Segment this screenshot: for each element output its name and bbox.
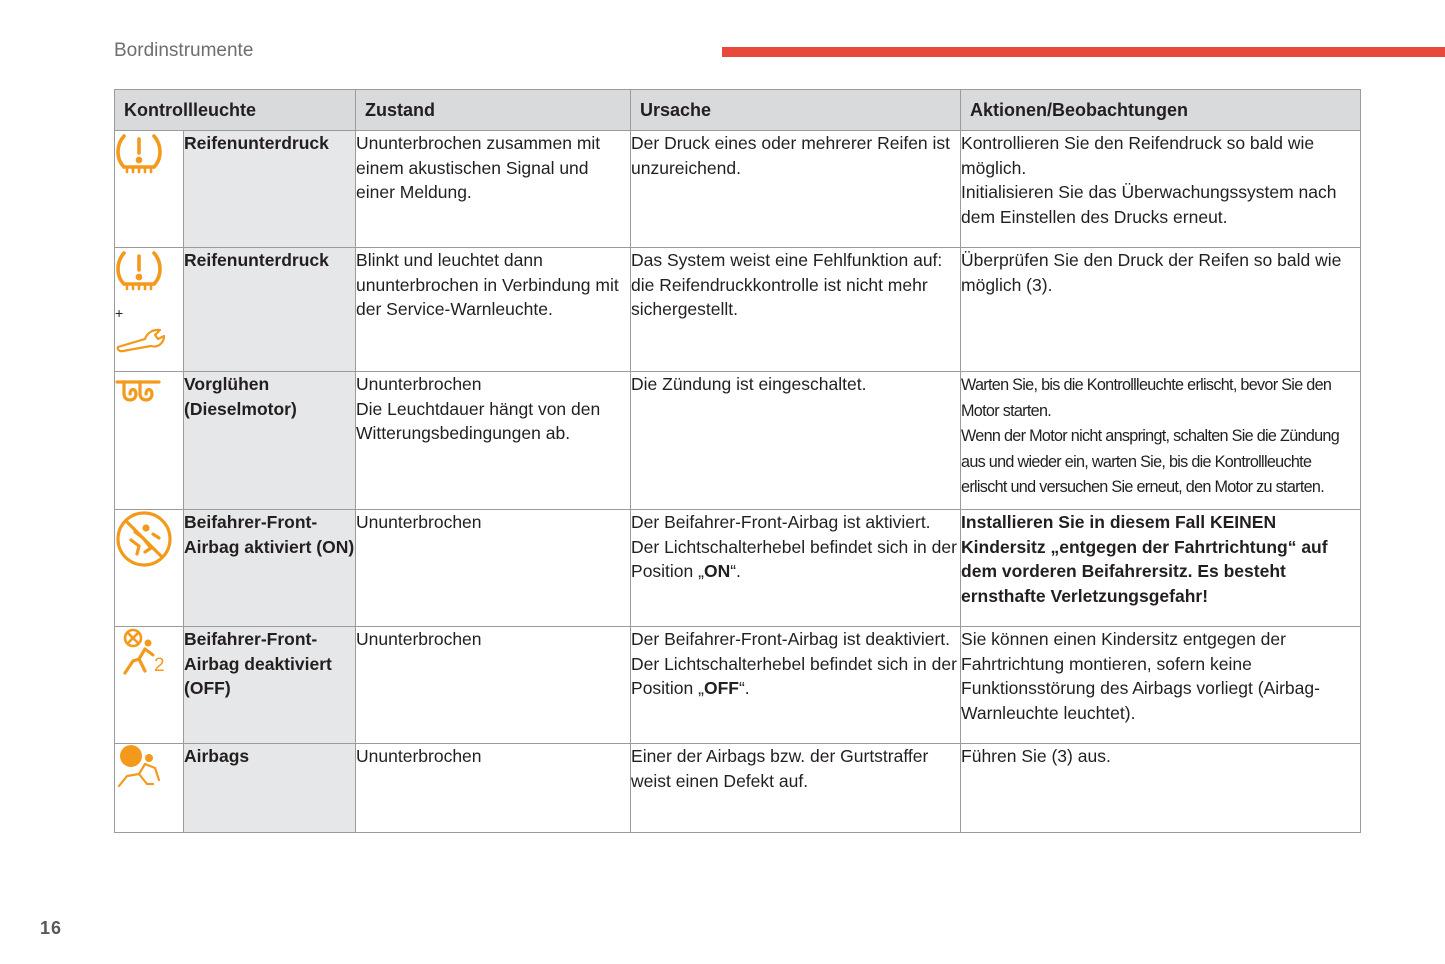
column-header: Kontrollleuchte	[115, 90, 356, 131]
table-row	[115, 627, 1361, 744]
airbag-icon	[115, 744, 165, 790]
column-header: Aktionen/Beobachtungen	[961, 90, 1361, 131]
ursache-cell: Das System weist eine Fehlfunktion auf: die Reifendruckkontrolle ist nicht mehr sichergestellt.	[631, 248, 961, 372]
plus-sign: +	[115, 304, 124, 321]
zustand-cell: Ununterbrochen zusammen mit einem akustischen Signal und einer Meldung.	[356, 131, 631, 248]
ursache-cell: Einer der Airbags bzw. der Gurtstraffer weist einen Defekt auf.	[631, 744, 961, 833]
aktionen-cell: Überprüfen Sie den Druck der Reifen so bald wie möglich (3).	[961, 248, 1361, 372]
tire-pressure-warning-icon	[115, 248, 163, 292]
aktionen-cell: Führen Sie (3) aus.	[961, 744, 1361, 833]
ursache-text-end: “.	[738, 678, 750, 698]
aktionen-cell	[961, 372, 1361, 510]
ursache-text-end: “.	[730, 561, 741, 581]
indicator-name: Beifahrer-Front-Airbag aktiviert (ON)	[184, 510, 356, 627]
tire-pressure-warning-icon	[115, 131, 163, 175]
ursache-text: Der Beifahrer-Front-Airbag ist deaktiviert. Der Lichtschalterhebel befindet sich in der Position „	[631, 629, 957, 698]
ursache-cell: Der Druck eines oder mehrerer Reifen ist unzureichend.	[631, 131, 961, 248]
zustand-cell: Blinkt und leuchtet dann ununterbrochen in Verbindung mit der Service-Warnleuchte.	[356, 248, 631, 372]
page-number: 16	[40, 918, 63, 938]
table-row	[115, 248, 1361, 372]
section-title: Bordinstrumente	[114, 40, 254, 61]
icon-cell	[115, 510, 184, 627]
indicator-name: Reifenunterdruck	[184, 131, 356, 248]
switch-position: ON	[703, 561, 731, 581]
aktionen-cell: Sie können einen Kindersitz entgegen der Fahrtrichtung montieren, sofern keine Funktionsstörung des Airbags vorliegt (Airbag-Warnleuchte leuchtet).	[961, 627, 1361, 744]
zustand-cell: Ununterbrochen	[356, 510, 631, 627]
icon-cell	[115, 131, 184, 248]
zustand-cell: Ununterbrochen Die Leuchtdauer hängt von den Witterungsbedingungen ab.	[356, 372, 631, 510]
ursache-cell	[631, 627, 961, 744]
indicator-name: Beifahrer-Front-Airbag deaktiviert (OFF)	[184, 627, 356, 744]
passenger-airbag-off-icon	[115, 627, 169, 675]
icon-cell	[115, 372, 184, 510]
ursache-cell: Die Zündung ist eingeschaltet.	[631, 372, 961, 510]
wrench-service-icon	[115, 325, 169, 353]
ursache-text: Der Beifahrer-Front-Airbag ist aktiviert. Der Lichtschalterhebel befindet sich in der Position „	[631, 512, 957, 581]
table-row	[115, 510, 1361, 627]
indicator-name: Reifenunterdruck	[184, 248, 356, 372]
aktionen-cell: Kontrollieren Sie den Reifendruck so bald wie möglich. Initialisieren Sie das Überwachungssystem nach dem Einstellen des Drucks erneut.	[961, 131, 1361, 248]
icon-cell	[115, 248, 184, 372]
indicator-name: Vorglühen (Dieselmotor)	[184, 372, 356, 510]
accent-bar	[722, 47, 1445, 57]
glow-plug-icon	[115, 372, 161, 406]
switch-position: OFF	[703, 678, 739, 698]
table-header-row	[115, 90, 1361, 131]
zustand-cell: Ununterbrochen	[356, 627, 631, 744]
icon-cell	[115, 744, 184, 833]
ursache-cell	[631, 510, 961, 627]
aktionen-cell: Installieren Sie in diesem Fall KEINEN Kindersitz „entgegen der Fahrtrichtung“ auf dem vorderen Beifahrersitz. Es besteht ernsthafte Verletzungsgefahr!	[961, 510, 1361, 627]
table-row	[115, 744, 1361, 833]
zustand-cell: Ununterbrochen	[356, 744, 631, 833]
icon-cell	[115, 627, 184, 744]
table-row	[115, 372, 1361, 510]
svg-text:2: 2	[154, 655, 165, 675]
column-header: Ursache	[631, 90, 961, 131]
indicator-name: Airbags	[184, 744, 356, 833]
table-row	[115, 131, 1361, 248]
aktionen-text: Warten Sie, bis die Kontrollleuchte erlischt, bevor Sie den Motor starten. Wenn der Motor nicht anspringt, schalten Sie die Zündung aus und wieder ein, warten Sie, bis die Kontrollleuchte erlischt und versuchen Sie erneut, den Motor zu starten.	[961, 376, 1340, 496]
column-header: Zustand	[356, 90, 631, 131]
child-seat-airbag-on-icon	[115, 510, 173, 568]
indicator-table	[114, 89, 1361, 833]
